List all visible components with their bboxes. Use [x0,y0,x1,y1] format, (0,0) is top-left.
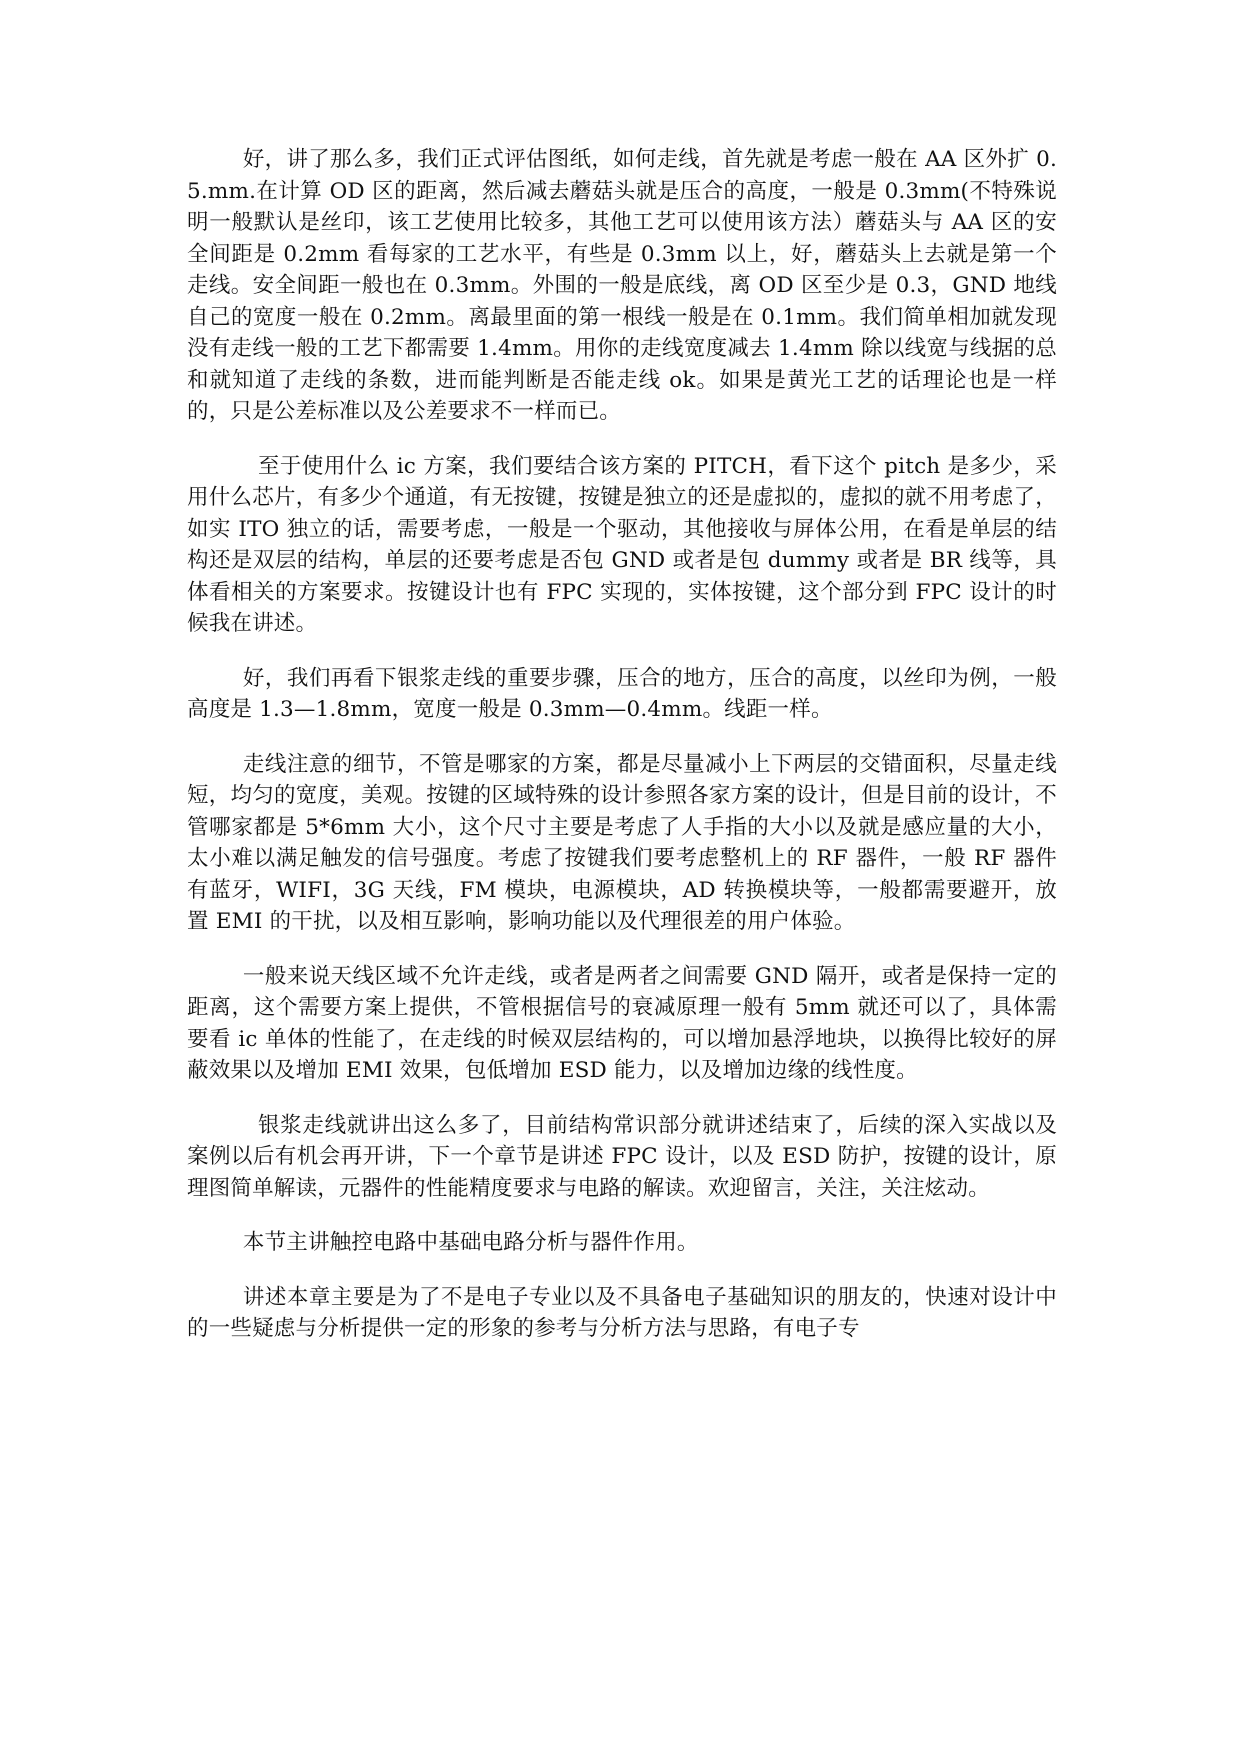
document-body [187,144,1057,1368]
paragraph-silver-paste-steps: 好，我们再看下银浆走线的重要步骤，压合的地方，压合的高度，以丝印为例，一般高度是 1.3—1.8mm，宽度一般是 0.3mm—0.4mm。线距一样。 [187,665,1057,722]
paragraph-ic-scheme: 至于使用什么 ic 方案，我们要结合该方案的 PITCH，看下这个 pitch 是多少，采用什么芯片，有多少个通道，有无按键，按键是独立的还是虚拟的，虚拟的就不用考虑了，如实 ITO 独立的话，需要考虑，一般是一个驱动，其他接收与屏体公用，在看是单层的结构还是双层的结构，单层的还要考虑是否包 GND 或者是包 dummy 或者是 BR 线等，具体看相关的方案要求。按键设计也有 FPC 实现的，实体按键，这个部分到 FPC 设计的时候我在讲述。 [187,453,1057,636]
paragraph-antenna-area: 一般来说天线区域不允许走线，或者是两者之间需要 GND 隔开，或者是保持一定的距离，这个需要方案上提供，不管根据信号的衰减原理一般有 5mm 就还可以了，具体需要看 ic 单体的性能了，在走线的时候双层结构的，可以增加悬浮地块，以换得比较好的屏蔽效果以及增加 EMI 效果，包低增加 ESD 能力，以及增加边缘的线性度。 [187,963,1057,1083]
paragraph-chapter-purpose: 讲述本章主要是为了不是电子专业以及不具备电子基础知识的朋友的，快速对设计中的一些疑虑与分析提供一定的形象的参考与分析方法与思路，有电子专 [187,1284,1057,1341]
paragraph-chapter-summary: 银浆走线就讲出这么多了，目前结构常识部分就讲述结束了，后续的深入实战以及案例以后有机会再开讲，下一个章节是讲述 FPC 设计，以及 ESD 防护，按键的设计，原理图简单解读，元器件的性能精度要求与电路的解读。欢迎留言，关注，关注炫动。 [187,1112,1057,1201]
paragraph-routing-evaluation: 好，讲了那么多，我们正式评估图纸，如何走线，首先就是考虑一般在 AA 区外扩 0.5.mm.在计算 OD 区的距离，然后减去蘑菇头就是压合的高度，一般是 0.3mm(不特殊说明一般默认是丝印，该工艺使用比较多，其他工艺可以使用该方法）蘑菇头与 AA 区的安全间距是 0.2mm 看每家的工艺水平，有些是 0.3mm 以上，好，蘑菇头上去就是第一个走线。安全间距一般也在 0.3mm。外围的一般是底线，离 OD 区至少是 0.3，GND 地线自己的宽度一般在 0.2mm。离最里面的第一根线一般是在 0.1mm。我们简单相加就发现没有走线一般的工艺下都需要 1.4mm。用你的走线宽度减去 1.4mm 除以线宽与线据的总和就知道了走线的条数，进而能判断是否能走线 ok。如果是黄光工艺的话理论也是一样的，只是公差标准以及公差要求不一样而已。 [187,147,1057,424]
paragraph-routing-details: 走线注意的细节，不管是哪家的方案，都是尽量减小上下两层的交错面积，尽量走线短，均匀的宽度，美观。按键的区域特殊的设计参照各家方案的设计，但是目前的设计，不管哪家都是 5*6mm 大小，这个尺寸主要是考虑了人手指的大小以及就是感应量的大小，太小难以满足触发的信号强度。考虑了按键我们要考虑整机上的 RF 器件，一般 RF 器件有蓝牙，WIFI，3G 天线，FM 模块，电源模块，AD 转换模块等，一般都需要避开，放置 EMI 的干扰，以及相互影响，影响功能以及代理很差的用户体验。 [187,751,1057,934]
paragraph-section-intro: 本节主讲触控电路中基础电路分析与器件作用。 [242,1230,699,1255]
